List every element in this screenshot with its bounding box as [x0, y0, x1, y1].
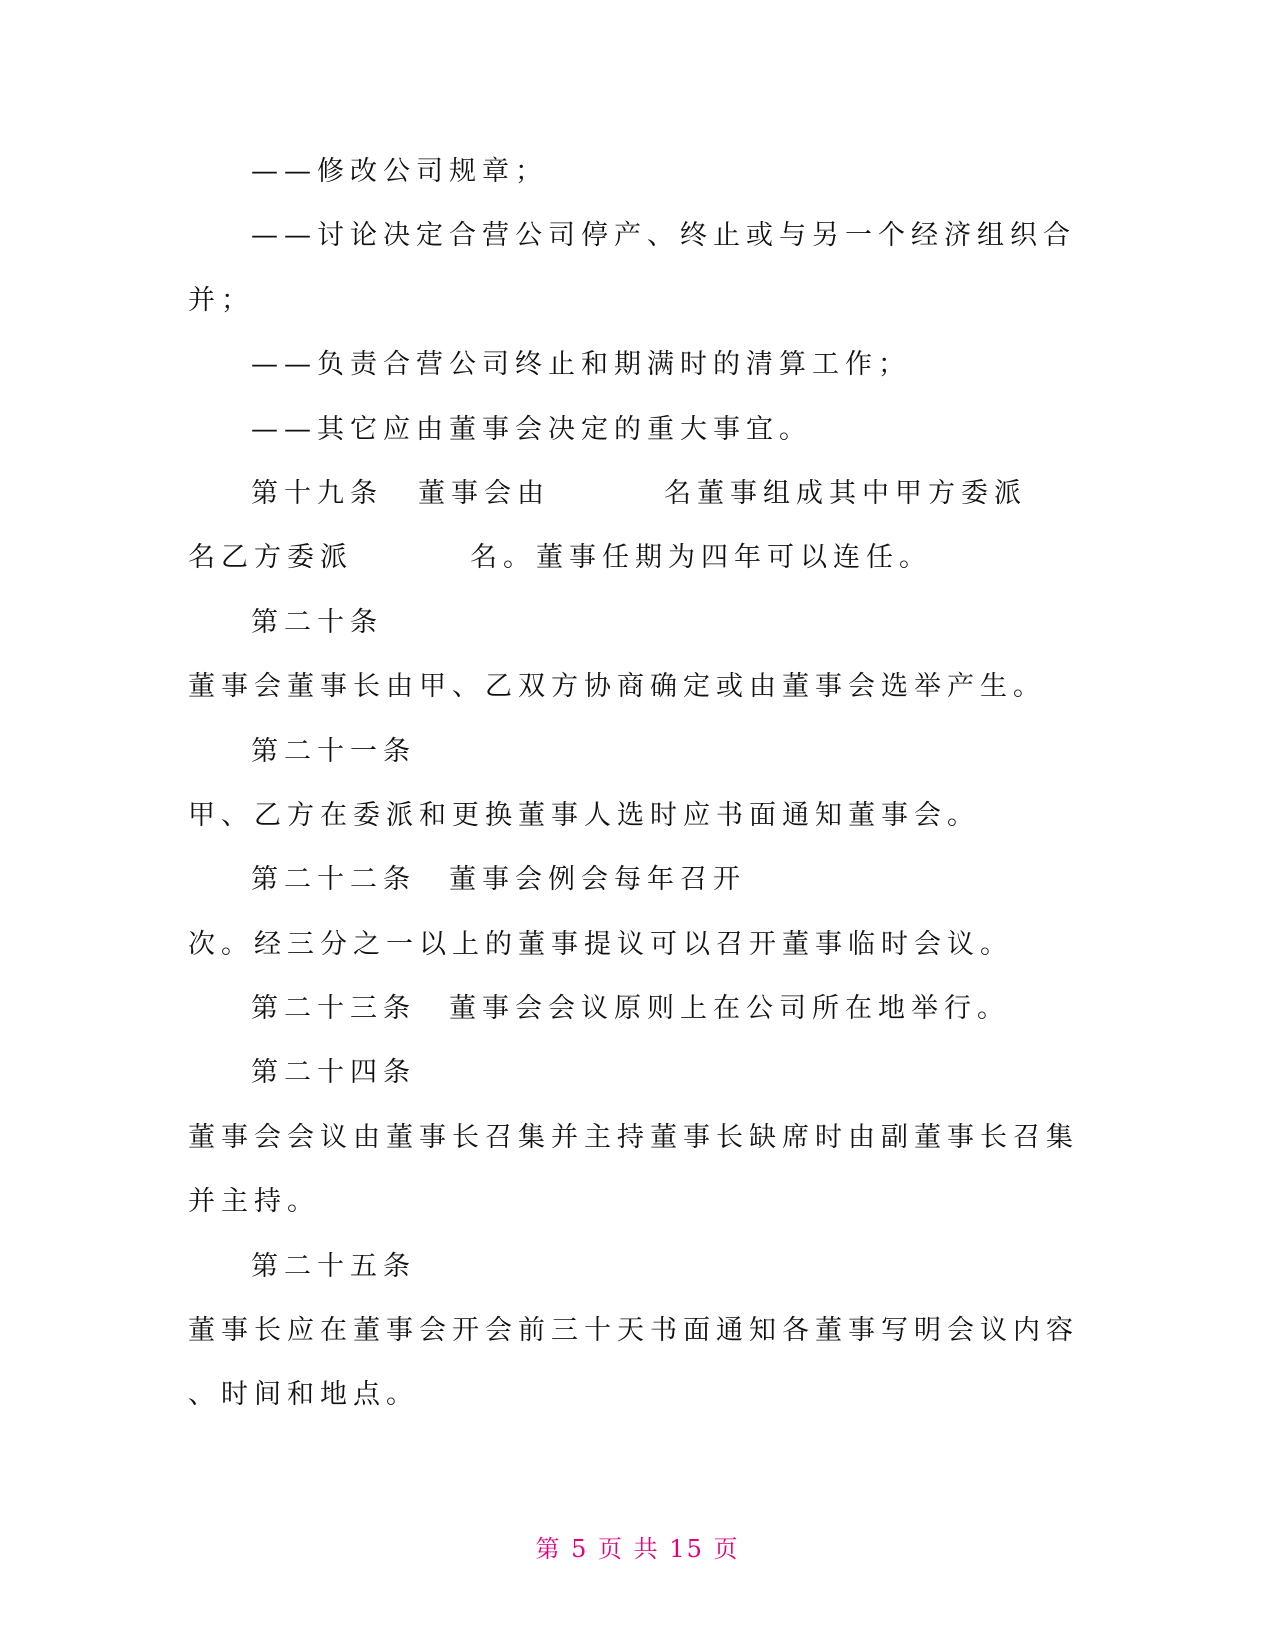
text-segment: 董事会例会每年召开: [449, 864, 746, 896]
article-19-line: [0, 462, 1275, 526]
text-segment: 、时间和地点。: [188, 1379, 419, 1411]
text-segment: 甲、乙方在委派和更换董事人选时应书面通知董事会。: [188, 799, 980, 831]
text-segment: ——修改公司规章；: [251, 156, 548, 187]
text-segment: 并主持。: [188, 1186, 320, 1218]
text-line: [0, 140, 1275, 204]
text-line: [0, 1106, 1275, 1170]
text-line: [0, 526, 1275, 590]
text-segment: ——负责合营公司终止和期满时的清算工作；: [251, 349, 911, 381]
article-22-line: [0, 848, 1275, 912]
article-20-line: [0, 591, 1275, 655]
text-line: [0, 204, 1275, 268]
text-line: [0, 913, 1275, 977]
text-line: [0, 269, 1275, 333]
text-line: [0, 1363, 1275, 1427]
text-segment: 名。董事任期为四年可以连任。: [470, 542, 932, 574]
article-heading: 第二十条: [251, 606, 383, 638]
text-segment: ——讨论决定合营公司停产、终止或与另一个经济组织合: [251, 220, 1076, 252]
document-body: [0, 140, 1275, 1428]
article-heading: 第二十三条: [251, 993, 416, 1025]
text-segment: 董事会会议原则上在公司所在地举行。: [449, 993, 1010, 1025]
text-segment: 次。经三分之一以上的董事提议可以召开董事临时会议。: [188, 928, 1013, 960]
article-heading: 第十九条: [251, 477, 383, 509]
text-segment: 董事会由: [418, 477, 550, 509]
page-number-footer: 第 5 页 共 15 页: [535, 1535, 740, 1563]
text-segment: ——其它应由董事会决定的重大事宜。: [251, 413, 812, 445]
text-line: [0, 784, 1275, 848]
text-line: [0, 655, 1275, 719]
text-segment: 董事长应在董事会开会前三十天书面通知各董事写明会议内容: [188, 1315, 1079, 1347]
article-heading: 第二十二条: [251, 864, 416, 896]
article-heading: 第二十四条: [251, 1057, 416, 1089]
text-segment: 并；: [188, 284, 254, 316]
article-23-line: [0, 977, 1275, 1041]
text-line: [0, 398, 1275, 462]
article-heading: 第二十一条: [251, 735, 416, 767]
text-line: [0, 1299, 1275, 1363]
article-21-line: [0, 720, 1275, 784]
text-line: [0, 1170, 1275, 1234]
article-25-line: [0, 1235, 1275, 1299]
text-line: [0, 333, 1275, 397]
text-segment: 名乙方委派: [188, 542, 353, 574]
text-segment: 董事会董事长由甲、乙双方协商确定或由董事会选举产生。: [188, 671, 1046, 703]
text-segment: 董事会会议由董事长召集并主持董事长缺席时由副董事长召集: [188, 1121, 1079, 1153]
article-heading: 第二十五条: [251, 1250, 416, 1282]
text-segment: 名董事组成其中甲方委派: [664, 477, 1027, 509]
article-24-line: [0, 1041, 1275, 1105]
